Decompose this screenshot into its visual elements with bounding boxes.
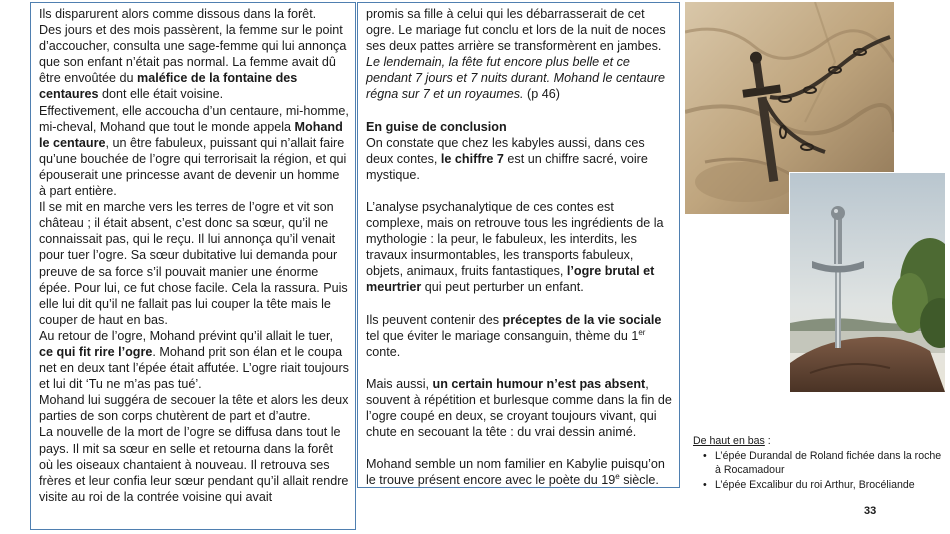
caption-heading: [693, 434, 943, 449]
paragraph: [39, 22, 349, 102]
image-caption: [693, 434, 943, 492]
bold-phrase: maléfice de la fontaine des centaures: [39, 71, 298, 102]
italic-quote: Le lendemain, la fête fut encore plus belle et ce pendant 7 jours et 7 nuits durant. Mohand le centaure régna sur 7 et un royaumes.: [366, 55, 665, 102]
paragraph-text: On constate que chez les kabyles aussi, dans ces deux contes,: [366, 135, 645, 166]
caption-list: [693, 449, 943, 493]
caption-title-suffix: :: [764, 435, 771, 447]
paragraph: [39, 6, 349, 22]
spacer: [366, 183, 673, 199]
paragraph-text: L’analyse psychanalytique de ces contes est complexe, mais on retrouve tous les ingrédients de la mythologie : la peur, le fabuleux, les interdits, les travaux insurmontables, les transports fabuleux, objets, animaux, fruits fantastiques,: [366, 199, 664, 279]
paragraph-text: Mais aussi,: [366, 376, 433, 391]
excalibur-sword-photo: [789, 172, 946, 393]
excalibur-sword-illustration: [790, 173, 945, 392]
paragraph-text: Mohand semble un nom familier en Kabylie puisqu’on le trouve présent encore avec le poète du 19: [366, 457, 665, 488]
bold-phrase: ce qui fit rire l’ogre: [39, 344, 153, 359]
heading-text: En guise de conclusion: [366, 119, 507, 134]
bold-phrase: le chiffre 7: [440, 151, 504, 166]
paragraph: [39, 328, 349, 392]
paragraph-text: est un chiffre sacré, voire mystique.: [366, 151, 648, 182]
paragraph-text: dont elle était voisine.: [98, 87, 224, 102]
spacer: [366, 440, 673, 456]
spacer: [366, 103, 673, 119]
paragraph-text: Des jours et des mois passèrent, la femme sur le point d’accoucher, consulta une sage-femme qui lui annonça que son enfant n’était pas normal. La femme avait dû être envoûtée du: [39, 23, 347, 86]
spacer: [366, 360, 673, 376]
caption-item: • L’épée Durandal de Roland fichée dans la roche à Rocamadour: [703, 449, 943, 478]
text-column-right: [357, 2, 680, 488]
bold-phrase: l’ogre brutal et meurtrier: [366, 264, 655, 295]
caption-title: De haut en bas: [693, 435, 765, 447]
superscript: e: [615, 472, 620, 482]
page-reference: (p 46): [523, 87, 560, 102]
paragraph-text: conte.: [366, 344, 401, 359]
section-heading: [366, 119, 673, 135]
paragraph-text: , souvent à répétition et burlesque comme dans la fin de l’ogre coupé en deux, se croyant toujours vivant, qui chute en secouant la tête : du vrai dessin animé.: [366, 376, 672, 440]
paragraph: [366, 376, 673, 440]
paragraph-text: , un être fabuleux, puissant qui n’allait faire qu’une bouchée de l’ogre qui terrorisait la région, et qui épouserait une princesse avant de devenir un homme à part entière.: [39, 135, 347, 199]
paragraph: [366, 312, 673, 360]
paragraph: [39, 392, 349, 424]
paragraph-text: Il se mit en marche vers les terres de l’ogre et vit son château ; il était absent, c’est donc sa sœur, qu’il ne connaissait pas, qui le reçu. Il lui annonça qu’il venait pour tuer l’ogre. Sa sœur dubitative lui demanda pour preuve de sa force s’il pouvait manier une énorme épée. Pour lui, ce fut chose facile. Cela la rassura. Puis elle lui dit qu’il ne fallait pas lui couper la tête mais le couper de haut en bas.: [39, 200, 348, 327]
paragraph: [366, 199, 673, 296]
paragraph: [366, 135, 673, 183]
paragraph-text: La nouvelle de la mort de l’ogre se diffusa dans tout le pays. Il mit sa sœur en selle et retourna dans la forêt où les oiseaux chantaient à nouveau. Il retrouva ses frères et leur confia leur sœur pendant qu’il allait rendre visite au roi de la contrée voisine qui avait: [39, 425, 349, 504]
paragraph-text: Au retour de l’ogre, Mohand prévint qu’il allait le tuer,: [39, 328, 334, 343]
paragraph: [366, 456, 673, 488]
caption-item: • L’épée Excalibur du roi Arthur, Brocéliande: [703, 478, 943, 493]
paragraph-text: Ils disparurent alors comme dissous dans la forêt.: [39, 7, 317, 21]
spacer: [366, 296, 673, 312]
paragraph: [39, 199, 349, 328]
paragraph-text: tel que éviter le mariage consanguin, thème du 1: [366, 328, 639, 343]
paragraph-text: Mohand lui suggéra de secouer la tête et alors les deux parties de son corps chutèrent de part et d’autre.: [39, 393, 349, 424]
paragraph: [39, 103, 349, 200]
paragraph: [366, 6, 673, 103]
paragraph-text: siècle.: [619, 473, 659, 488]
bold-phrase: un certain humour n’est pas absent: [432, 376, 646, 391]
text-column-left: [30, 2, 356, 530]
bold-phrase: préceptes de la vie sociale: [502, 312, 662, 327]
page-number: 33: [864, 505, 877, 517]
paragraph-text: Ils peuvent contenir des: [366, 312, 503, 327]
paragraph-text: promis sa fille à celui qui les débarrasserait de cet ogre. Le mariage fut conclu et lors de la nuit de noces ses deux pattes arrière se transformèrent en jambes.: [366, 7, 666, 54]
paragraph-text: Effectivement, elle accoucha d’un centaure, mi-homme, mi-cheval, Mohand que tout le monde appela: [39, 103, 349, 134]
paragraph-text: . Mohand prit son élan et le coupa net en deux tant l’épée était affutée. L’ogre riait toujours et lui dit ‘Tu ne m’as pas tué’.: [39, 344, 349, 392]
paragraph-text: qui peut perturber un enfant.: [421, 280, 584, 295]
superscript: er: [638, 327, 646, 337]
paragraph: [39, 424, 349, 504]
bold-phrase: Mohand le centaure: [39, 119, 343, 150]
